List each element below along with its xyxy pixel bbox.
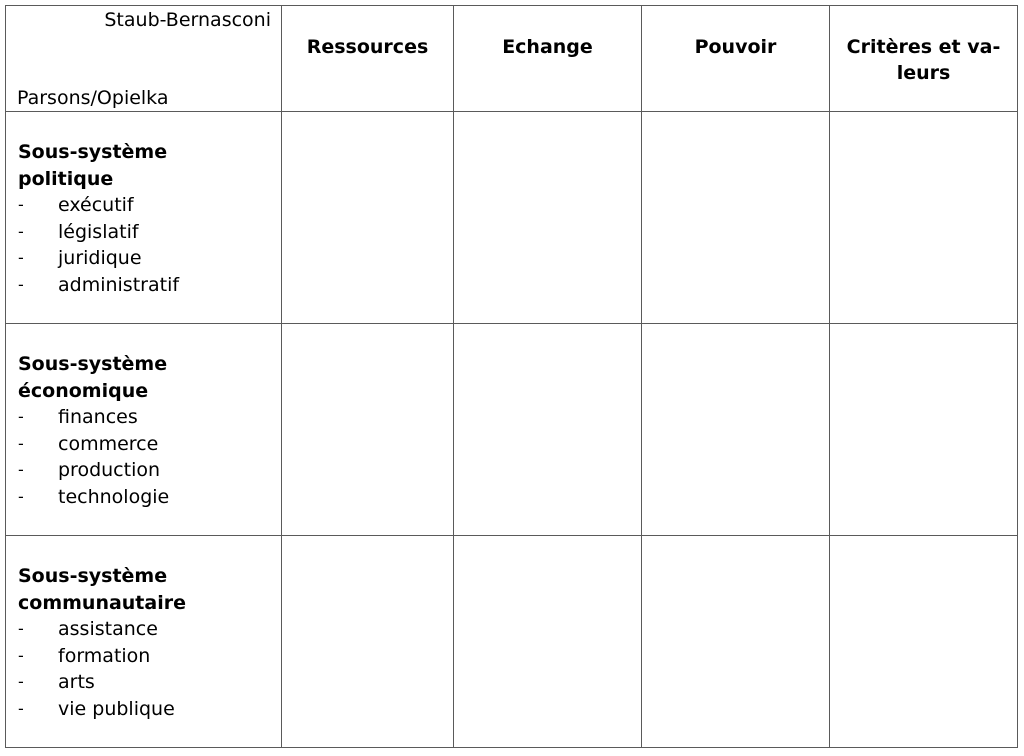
table-row-political	[6, 112, 1018, 324]
list-item: - finances	[18, 406, 138, 428]
list-item: - exécutif	[18, 194, 134, 216]
column-header-power: Pouvoir	[642, 6, 830, 112]
header-row	[6, 6, 1018, 112]
list-item: - juridique	[18, 247, 142, 269]
column-header-exchange: Echange	[454, 6, 642, 112]
corner-bottom-label: Parsons/Opielka	[17, 87, 169, 109]
empty-cell[interactable]	[282, 536, 454, 748]
column-header-resources: Ressources	[282, 6, 454, 112]
row-header-community	[6, 536, 282, 748]
empty-cell[interactable]	[830, 112, 1018, 324]
corner-top-label: Staub-Bernasconi	[104, 9, 271, 31]
empty-cell[interactable]	[642, 536, 830, 748]
empty-cell[interactable]	[454, 536, 642, 748]
empty-cell[interactable]	[830, 536, 1018, 748]
row-title: Sous-système politique	[18, 141, 168, 190]
list-item: - administratif	[18, 273, 180, 296]
list-item: - production	[18, 459, 161, 481]
corner-cell	[6, 6, 282, 112]
subsystem-list	[18, 192, 281, 298]
list-item: - technologie	[18, 485, 170, 508]
table-row-economic	[6, 324, 1018, 536]
empty-cell[interactable]	[282, 112, 454, 324]
subsystem-list	[18, 616, 281, 722]
list-item: - législatif	[18, 220, 139, 243]
empty-cell[interactable]	[454, 324, 642, 536]
row-title: Sous-système économique	[18, 353, 168, 402]
column-header-criteria-values: Critères et va-leurs	[830, 6, 1018, 112]
table-row-community	[6, 536, 1018, 748]
list-item: - commerce	[18, 432, 159, 455]
empty-cell[interactable]	[642, 112, 830, 324]
empty-cell[interactable]	[830, 324, 1018, 536]
row-title: Sous-système communautaire	[18, 565, 186, 614]
list-item: - formation	[18, 644, 151, 667]
subsystem-list	[18, 404, 281, 510]
empty-cell[interactable]	[642, 324, 830, 536]
list-item: - assistance	[18, 618, 158, 640]
list-item: - vie publique	[18, 697, 175, 720]
list-item: - arts	[18, 671, 95, 693]
row-header-economic	[6, 324, 282, 536]
empty-cell[interactable]	[454, 112, 642, 324]
comparison-table	[5, 5, 1018, 748]
row-header-political	[6, 112, 282, 324]
empty-cell[interactable]	[282, 324, 454, 536]
